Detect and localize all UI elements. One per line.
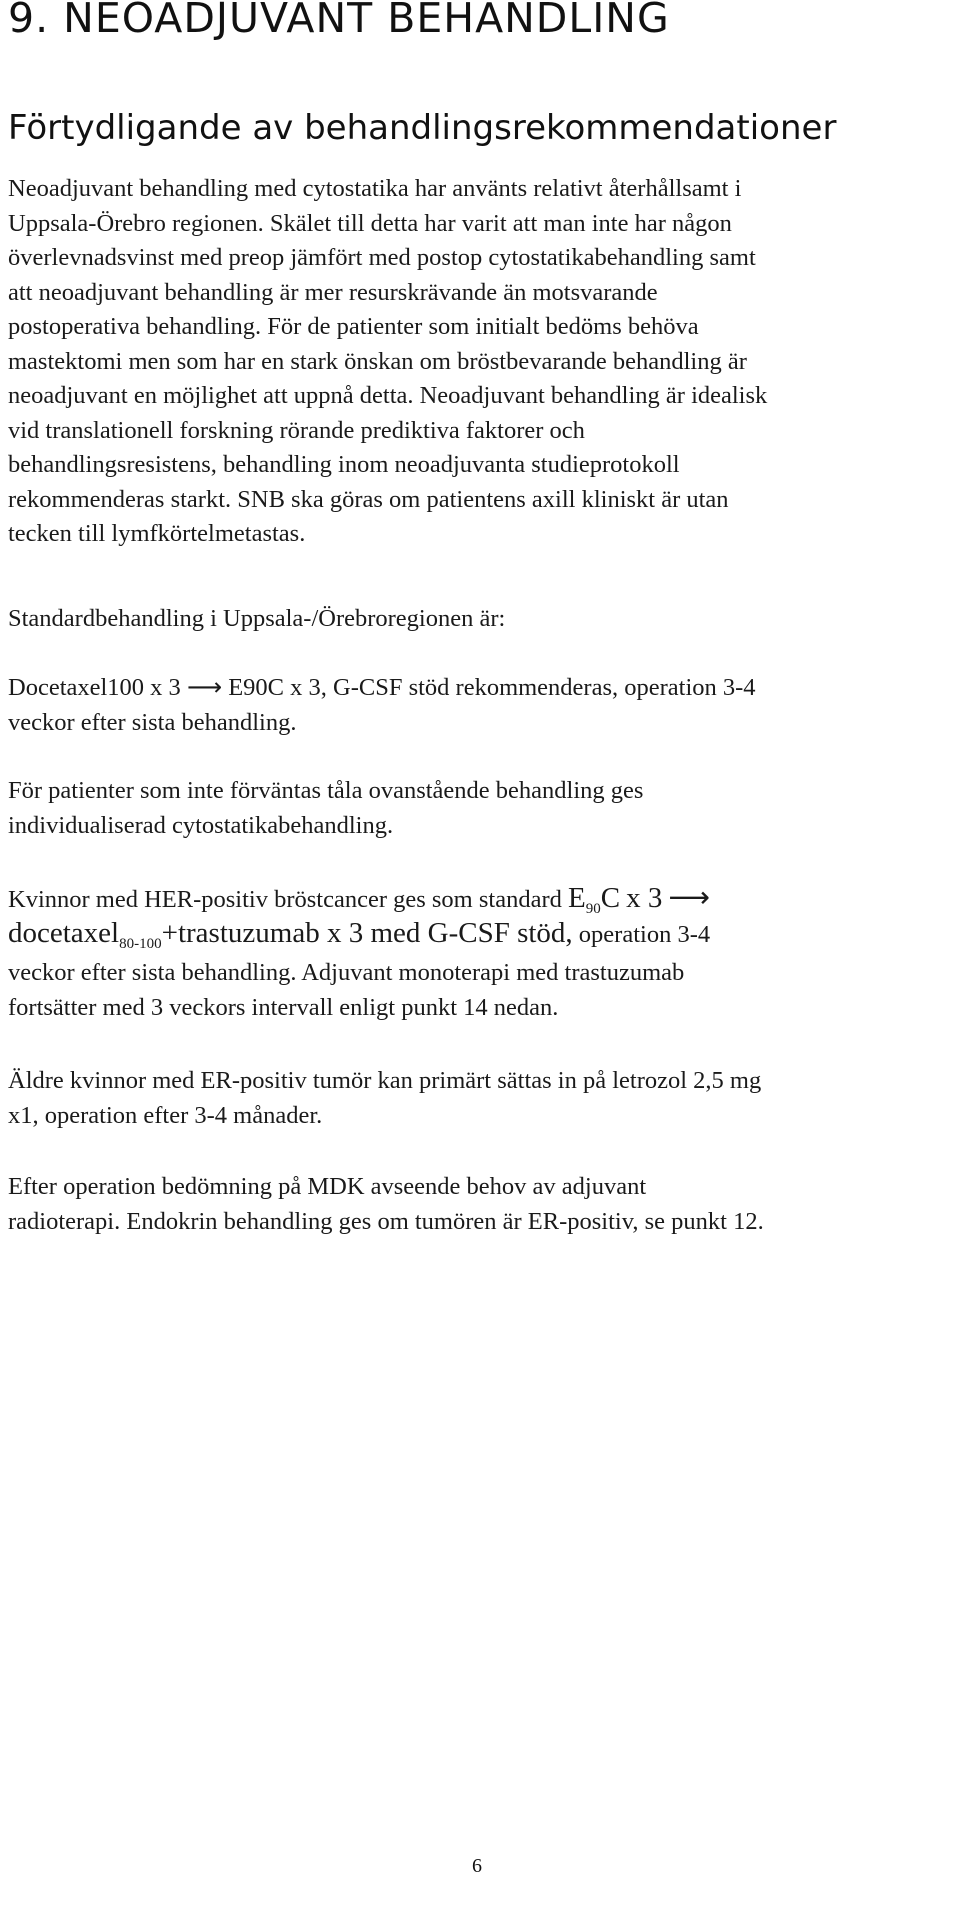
- paragraph-her-positive: [8, 880, 710, 1025]
- paragraph-individualized: [8, 774, 643, 843]
- text-line: Äldre kvinnor med ER-positiv tumör kan primärt sättas in på letrozol 2,5 mg: [8, 1067, 762, 1094]
- paragraph-elderly: [8, 1064, 761, 1133]
- paragraph-intro: [8, 172, 767, 552]
- text-line: Efter operation bedömning på MDK avseende behov av adjuvant: [8, 1173, 647, 1200]
- text-line: att neoadjuvant behandling är mer resurskrävande än motsvarande: [8, 278, 658, 306]
- regimen-e-subscript: 90: [585, 901, 601, 917]
- text-line: För patienter som inte förväntas tåla ovanstående behandling ges: [8, 777, 644, 804]
- text-line: Neoadjuvant behandling med cytostatika har använts relativt återhållsamt i: [8, 175, 742, 202]
- regimen-c-letter: C: [600, 882, 621, 914]
- text-line: x1, operation efter 3-4 månader.: [8, 1101, 323, 1129]
- paragraph-standard-treatment: [8, 602, 505, 637]
- text-line: tecken till lymfkörtelmetastas.: [8, 520, 306, 547]
- section-heading: 9. NEOADJUVANT BEHANDLING: [8, 0, 670, 42]
- regimen-operation: operation 3-4: [578, 921, 711, 948]
- text-line: postoperativa behandling. För de patienter som initialt bedöms behöva: [8, 313, 699, 340]
- text-line: [8, 916, 710, 956]
- text-line: neoadjuvant en möjlighet att uppnå detta. Neoadjuvant behandling är idealisk: [8, 382, 768, 409]
- text-line: mastektomi men som har en stark önskan om bröstbevarande behandling är: [8, 347, 747, 375]
- regimen-docetaxel: Docetaxel100 x 3: [8, 674, 181, 701]
- text-line: veckor efter sista behandling. Adjuvant monoterapi med trastuzumab: [8, 959, 685, 986]
- regimen-e-letter: E: [567, 882, 586, 914]
- text-line: rekommenderas starkt. SNB ska göras om patientens axill kliniskt är utan: [8, 485, 729, 513]
- text-line: veckor efter sista behandling.: [8, 708, 297, 736]
- paragraph-regimen: [8, 670, 756, 740]
- regimen-e90c: E90C x 3, G-CSF stöd rekommenderas, operation 3-4: [228, 674, 756, 701]
- text-line: Standardbehandling i Uppsala-/Örebroregionen är:: [8, 605, 506, 632]
- text-line: Uppsala-Örebro regionen. Skälet till detta har varit att man inte har någon: [8, 209, 732, 237]
- regimen-trastuzumab: +trastuzumab x 3 med G-CSF stöd,: [161, 917, 573, 949]
- text-line: [8, 880, 710, 916]
- section-subheading: Förtydligande av behandlingsrekommendationer: [8, 108, 837, 148]
- page-number: 6: [472, 1855, 482, 1877]
- regimen-docetaxel: docetaxel: [8, 917, 120, 949]
- arrow-right-icon: ⟶: [668, 880, 711, 914]
- text-line: behandlingsresistens, behandling inom neoadjuvanta studieprotokoll: [8, 451, 680, 478]
- regimen-docetaxel-subscript: 80-100: [119, 936, 162, 952]
- text-line: överlevnadsvinst med preop jämfört med postop cytostatikabehandling samt: [8, 244, 756, 271]
- arrow-right-icon: ⟶: [186, 672, 223, 701]
- text-line: [8, 670, 756, 706]
- text-line: individualiserad cytostatikabehandling.: [8, 811, 394, 839]
- text-line: vid translationell forskning rörande prediktiva faktorer och: [8, 416, 585, 444]
- regimen-times: x 3: [626, 882, 663, 914]
- paragraph-postoperative: [8, 1170, 764, 1239]
- her-intro-text: Kvinnor med HER-positiv bröstcancer ges som standard: [8, 886, 562, 913]
- text-line: radioterapi. Endokrin behandling ges om tumören är ER-positiv, se punkt 12.: [8, 1207, 764, 1235]
- text-line: fortsätter med 3 veckors intervall enligt punkt 14 nedan.: [8, 993, 559, 1021]
